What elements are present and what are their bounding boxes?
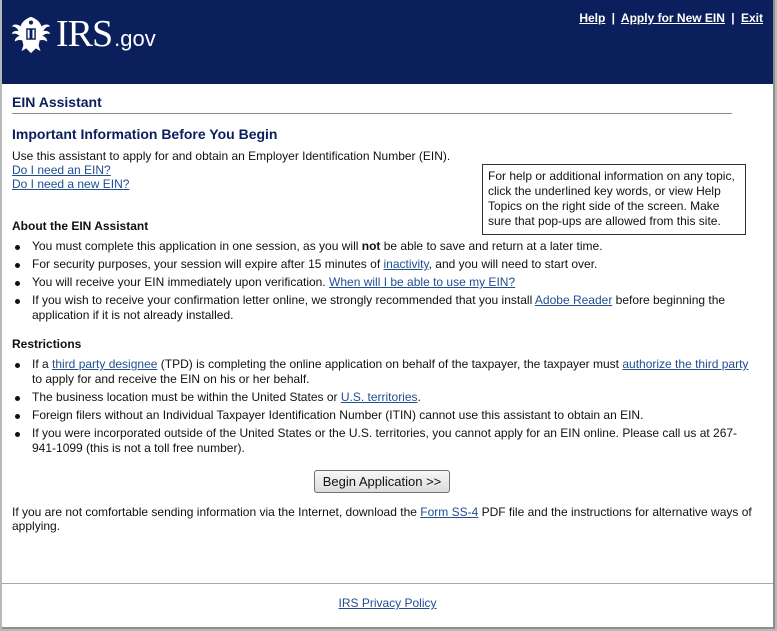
help-link[interactable]: Help [579,11,606,25]
restr-r2-post: . [417,390,421,404]
bullet-icon [15,363,20,368]
form-ss4-link[interactable]: Form SS-4 [420,505,479,519]
restrictions-heading: Restrictions [12,337,82,351]
restr-r1-pre: If a [32,357,53,371]
link-separator: | [611,11,616,25]
need-new-ein-link[interactable]: Do I need a new EIN? [12,177,130,191]
restr-r3: Foreign filers without an Individual Taxpayer Identification Number (ITIN) cannot use this assistant to obtain an EIN. [32,408,644,422]
list-item [12,239,750,254]
bullet-icon [15,299,20,304]
about-b3-pre: You will receive your EIN immediately upon verification. [32,275,330,289]
top-links [579,11,763,25]
site-header [2,0,773,84]
bullet-icon [15,414,20,419]
about-b2-post: , and you will need to start over. [428,257,598,271]
link-separator: | [731,11,735,25]
about-heading: About the EIN Assistant [12,219,149,233]
about-b4-post: before beginning the application if it is not already installed. [32,293,726,322]
bullet-icon [15,396,20,401]
restr-r1-post: to apply for and receive the EIN on his or her behalf. [32,372,310,386]
page-title: EIN Assistant [12,94,102,110]
list-item [12,257,750,272]
list-item [12,408,750,423]
about-b1-post: be able to save and return at a later time. [380,239,603,253]
privacy-policy-link[interactable]: IRS Privacy Policy [338,596,437,610]
begin-application-button[interactable]: Begin Application >> [314,470,451,493]
irs-logo[interactable] [10,12,156,56]
title-divider [12,113,732,114]
about-list [12,239,764,323]
page-frame [2,0,775,629]
restrictions-list [12,357,764,456]
alt-post: PDF file and the instructions for alternative ways of applying. [12,505,752,533]
about-b1-pre: You must complete this application in one session, as you will [32,239,362,253]
restr-r1-mid: (TPD) is completing the online application on behalf of the taxpayer, the taxpayer must [157,357,623,371]
list-item [12,275,750,290]
footer-divider [2,583,773,584]
restr-r2-pre: The business location must be within the United States or [32,390,341,404]
eagle-icon [10,13,52,55]
inactivity-link[interactable]: inactivity [383,257,429,271]
list-item [12,390,750,405]
section-title: Important Information Before You Begin [12,126,278,142]
bullet-icon [15,263,20,268]
about-b1-bold: not [361,239,381,253]
alternative-text [12,505,752,533]
list-item [12,293,750,323]
exit-link[interactable]: Exit [740,11,763,25]
footer [2,596,773,610]
us-territories-link[interactable]: U.S. territories [340,390,418,404]
bullet-icon [15,245,20,250]
help-info-box: For help or additional information on any topic, click the underlined key words, or view Help Topics on the right side of the screen. Make sure that pop-ups are allowed from this site. [482,164,746,235]
when-use-ein-link[interactable]: When will I be able to use my EIN? [329,275,516,289]
bullet-icon [15,281,20,286]
authorize-third-party-link[interactable]: authorize the third party [622,357,749,371]
apply-new-ein-link[interactable]: Apply for New EIN [620,11,725,25]
bullet-icon [15,432,20,437]
logo-gov-text: .gov [114,26,156,51]
alt-pre: If you are not comfortable sending information via the Internet, download the [12,505,421,519]
restr-r4: If you were incorporated outside of the United States or the U.S. territories, you cannot apply for an EIN online. Please call us at 267-941-1099 (this is not a toll free number). [32,426,738,455]
about-b4-pre: If you wish to receive your confirmation letter online, we strongly recommended that you install [32,293,535,307]
adobe-reader-link[interactable]: Adobe Reader [534,293,613,307]
need-ein-link[interactable]: Do I need an EIN? [12,163,111,177]
third-party-designee-link[interactable]: third party designee [52,357,158,371]
logo-irs-text: IRS [56,13,113,55]
main-content [12,94,764,533]
intro-text: Use this assistant to apply for and obtain an Employer Identification Number (EIN). [12,149,451,163]
list-item [12,357,750,387]
about-b2-pre: For security purposes, your session will expire after 15 minutes of [32,257,384,271]
list-item [12,426,750,456]
button-row [12,470,752,493]
